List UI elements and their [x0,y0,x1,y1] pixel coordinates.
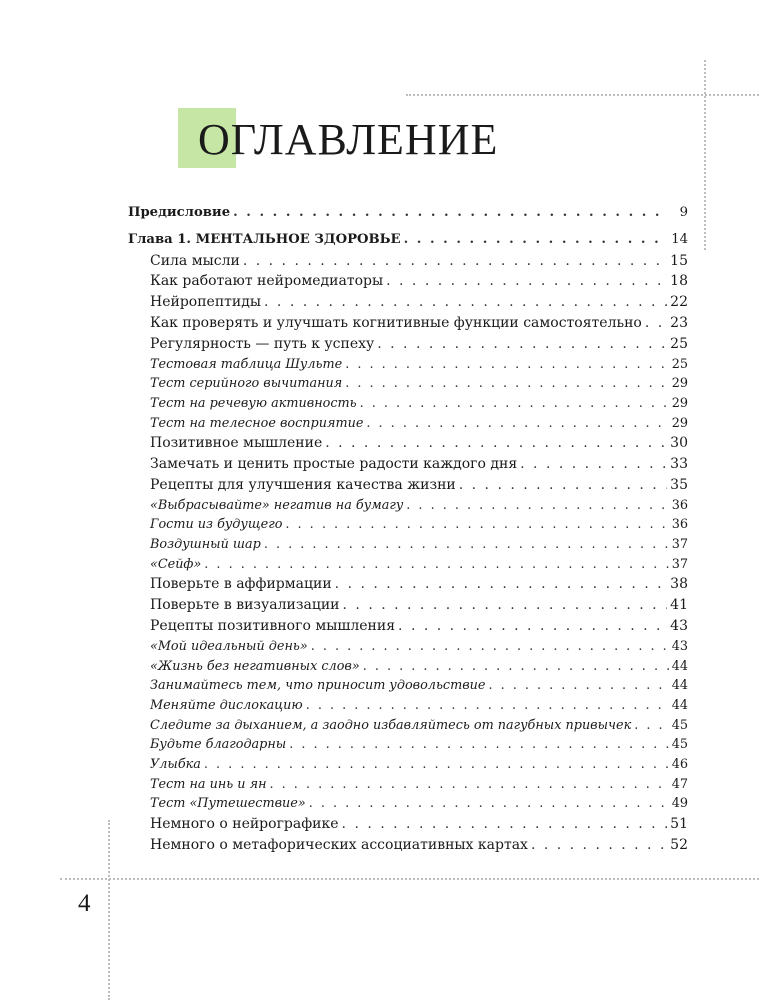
toc-leader-dots [366,416,668,431]
toc-entry-title: Поверьте в аффирмации [150,576,332,593]
toc-leader-dots [345,376,668,391]
toc-entry[interactable] [128,618,688,639]
toc-leader-dots [488,678,668,693]
toc-leader-dots [404,232,669,247]
toc-entry-title: Меняйте дислокацию [150,697,303,713]
toc-entry-page: 47 [671,776,688,792]
toc-entry[interactable] [128,757,688,777]
toc-entry-page: 29 [671,376,688,392]
toc-entry[interactable] [128,477,688,498]
toc-entry-title: Тестовая таблица Шульте [150,356,343,372]
toc-entry-page: 37 [671,556,688,572]
toc-entry-title: Рецепты позитивного мышления [150,618,396,635]
toc-entry-page: 25 [671,356,688,372]
toc-entry-title: Гости из будущего [150,517,283,533]
toc-entry-title: Улыбка [150,756,201,772]
toc-entry-title: Как проверять и улучшать когнитивные функции самостоятельно [150,314,642,331]
toc-entry-page: 43 [671,638,688,654]
toc-entry-page: 30 [670,435,688,452]
dotted-guide-top [406,94,759,96]
toc-leader-dots [335,576,668,592]
toc-leader-dots [398,618,667,634]
toc-entry[interactable] [128,376,688,396]
toc-entry[interactable] [128,456,688,477]
toc-entry[interactable] [128,777,688,797]
toc-entry-title: «Сейф» [150,556,202,572]
toc-entry[interactable] [128,336,688,357]
toc-leader-dots [360,396,669,411]
dotted-guide-left [108,820,110,1000]
toc-entry[interactable] [128,253,688,274]
toc-leader-dots [634,718,668,733]
toc-entry-page: 43 [670,618,688,635]
toc-leader-dots [243,253,667,269]
toc-leader-dots [531,837,667,853]
toc-entry-title: Следите за дыханием, а заодно избавляйтесь от пагубных привычек [150,717,632,733]
dotted-guide-bottom [60,878,759,880]
toc-entry[interactable] [128,357,688,377]
toc-entry-title: Регулярность — путь к успеху [150,335,375,352]
toc-entry-page: 44 [671,697,688,713]
toc-entry-title: Нейропептиды [150,294,262,311]
toc-leader-dots [309,796,669,811]
toc-leader-dots [264,537,669,552]
toc-entry-title: Замечать и ценить простые радости каждого дня [150,456,518,473]
toc-entry[interactable] [128,315,688,336]
toc-entry-title: «Жизнь без негативных слов» [150,658,360,674]
toc-entry-title: Позитивное мышление [150,435,323,452]
toc-entry[interactable] [128,597,688,618]
toc-leader-dots [377,336,667,352]
toc-entry[interactable] [128,737,688,757]
toc-entry[interactable] [128,678,688,698]
toc-entry[interactable] [128,718,688,738]
toc-entry-page: 51 [670,816,688,833]
toc-leader-dots [520,456,667,472]
toc-entry-title: Рецепты для улучшения качества жизни [150,476,456,493]
toc-entry-title: Как работают нейромедиаторы [150,273,384,290]
toc-entry-page: 23 [670,314,688,331]
toc-entry[interactable] [128,537,688,557]
toc-leader-dots [345,357,669,372]
toc-entry[interactable] [128,232,688,253]
toc-entry-page: 29 [671,415,688,431]
toc-entry-title: Тест серийного вычитания [150,376,343,392]
toc-entry-title: «Выбрасывайте» негатив на бумагу [150,497,404,513]
toc-entry[interactable] [128,837,688,858]
toc-entry[interactable] [128,205,688,226]
toc-entry[interactable] [128,659,688,679]
toc-leader-dots [289,737,668,752]
toc-entry-title: Тест «Путешествие» [150,796,306,812]
toc-entry-title: Немного о метафорических ассоциативных картах [150,836,528,853]
toc-entry-title: Глава 1. МЕНТАЛЬНОЕ ЗДОРОВЬЕ [128,231,401,247]
toc-entry-page: 25 [670,335,688,352]
table-of-contents [128,205,688,858]
toc-entry-title: Тест на речевую активность [150,395,357,411]
toc-entry-page: 44 [671,678,688,694]
toc-entry-title: Воздушный шар [150,537,261,553]
toc-entry-page: 38 [670,576,688,593]
toc-entry-page: 49 [671,796,688,812]
toc-entry-title: Тест на инь и ян [150,776,267,792]
toc-entry[interactable] [128,416,688,436]
toc-entry-title: «Мой идеальный день» [150,638,308,654]
toc-entry[interactable] [128,294,688,315]
toc-entry[interactable] [128,396,688,416]
toc-entry-page: 45 [671,737,688,753]
toc-entry-page: 29 [671,395,688,411]
toc-entry-title: Будьте благодарны [150,737,287,753]
toc-leader-dots [204,557,668,572]
toc-entry-page: 9 [679,205,688,220]
toc-entry-page: 36 [671,497,688,513]
toc-entry-title: Немного о нейрографике [150,816,339,833]
toc-entry-page: 35 [670,476,688,493]
toc-leader-dots [264,294,667,310]
toc-entry-page: 18 [670,273,688,290]
toc-entry-title: Сила мысли [150,252,240,269]
toc-entry-title: Занимайтесь тем, что приносит удовольствие [150,678,486,694]
toc-leader-dots [325,435,667,451]
toc-entry-page: 41 [670,597,688,614]
toc-leader-dots [406,498,668,513]
toc-entry-page: 36 [671,517,688,533]
toc-entry-page: 15 [670,252,688,269]
toc-leader-dots [306,698,669,713]
toc-entry-page: 52 [670,836,688,853]
toc-entry[interactable] [128,435,688,456]
toc-leader-dots [204,757,669,772]
toc-leader-dots [285,517,668,532]
toc-entry[interactable] [128,639,688,659]
toc-entry-title: Тест на телесное восприятие [150,415,364,431]
toc-entry-page: 14 [671,231,688,247]
toc-leader-dots [342,816,668,832]
toc-leader-dots [311,639,669,654]
dotted-guide-right [704,60,706,250]
toc-leader-dots [363,659,669,674]
toc-entry-page: 45 [671,717,688,733]
page-title: ОГЛАВЛЕНИЕ [198,115,499,164]
toc-entry-title: Поверьте в визуализации [150,597,340,614]
toc-leader-dots [645,315,667,331]
page-number: 4 [78,890,91,917]
toc-entry[interactable] [128,796,688,816]
toc-entry[interactable] [128,698,688,718]
toc-entry-page: 22 [670,294,688,311]
toc-entry[interactable] [128,273,688,294]
toc-leader-dots [343,597,668,613]
toc-entry[interactable] [128,517,688,537]
toc-entry-page: 33 [670,456,688,473]
toc-entry-page: 37 [671,537,688,553]
toc-leader-dots [233,205,669,220]
toc-entry[interactable] [128,816,688,837]
toc-entry[interactable] [128,557,688,577]
toc-leader-dots [386,273,667,289]
toc-entry-page: 46 [671,756,688,772]
toc-entry-title: Предисловие [128,205,231,220]
toc-entry[interactable] [128,498,688,518]
toc-leader-dots [270,777,669,792]
toc-entry-page: 44 [671,658,688,674]
toc-entry[interactable] [128,576,688,597]
toc-leader-dots [459,477,667,493]
